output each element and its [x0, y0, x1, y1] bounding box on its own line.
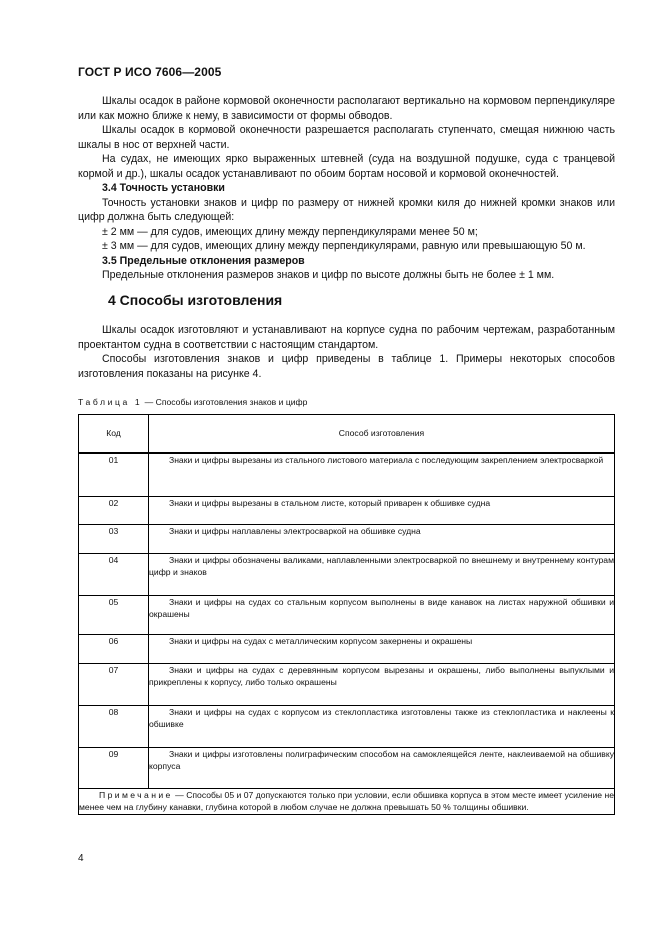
table-row: [79, 634, 615, 663]
row-code: 08: [79, 705, 149, 747]
row-code: 04: [79, 553, 149, 595]
table-row: [79, 747, 615, 788]
table-row: [79, 524, 615, 553]
paragraph: Шкалы осадок изготовляют и устанавливают на корпусе судна по рабочим чертежам, разработанным проектантом судна в соответствии с настоящим стандартом.: [78, 324, 615, 351]
paragraph: Способы изготовления знаков и цифр приведены в таблице 1. Примеры некоторых способов изготовления показаны на рисунке 4.: [78, 353, 615, 380]
table-caption: [78, 397, 307, 407]
row-method: Знаки и цифры изготовлены полиграфическим способом на самоклеящейся ленте, наклеиваемой на обшивку корпуса: [149, 747, 615, 788]
intro-block: [78, 94, 615, 283]
section-4-block: [78, 323, 615, 381]
row-method: Знаки и цифры вырезаны из стального листового материала с последующим закреплением электросваркой: [149, 453, 615, 496]
page-number: 4: [78, 853, 84, 864]
note-label: Примечание: [99, 789, 173, 800]
paragraph: На судах, не имеющих ярко выраженных штевней (суда на воздушной подушке, суда с транцевой кормой и др.), шкалы осадок устанавливают по обоим бортам носовой и кормовой оконечностей.: [78, 153, 615, 180]
row-code: 01: [79, 453, 149, 496]
paragraph: Точность установки знаков и цифр по размеру от нижней кромки киля до нижней кромки знаков или цифр должна быть следующей:: [78, 196, 615, 223]
section-3-5-heading: 3.5 Предельные отклонения размеров: [102, 254, 305, 267]
tolerance-item: ± 2 мм — для судов, имеющих длину между перпендикулярами менее 50 м;: [102, 225, 478, 238]
column-header-code: Код: [79, 415, 149, 454]
table-row: [79, 496, 615, 524]
table-caption-text: — Способы изготовления знаков и цифр: [142, 397, 308, 407]
row-code: 07: [79, 663, 149, 705]
column-header-method: Способ изготовления: [149, 415, 615, 454]
table-row: [79, 553, 615, 595]
methods-table: [78, 414, 615, 815]
paragraph: Шкалы осадок в районе кормовой оконечности располагают вертикально на кормовом перпендикуляре или как можно ближе к нему, в зависимости от формы обводов.: [78, 95, 615, 122]
section-4-heading: 4 Способы изготовления: [108, 292, 283, 308]
row-method: Знаки и цифры наплавлены электросваркой на обшивке судна: [149, 524, 615, 553]
row-method: Знаки и цифры на судах с деревянным корпусом вырезаны и окрашены, либо выполнены выпуклыми и прикреплены к корпусу, либо только окрашены: [149, 663, 615, 705]
table-caption-label: Таблица 1: [78, 397, 143, 407]
row-method: Знаки и цифры вырезаны в стальном листе, который приварен к обшивке судна: [149, 496, 615, 524]
row-method: Знаки и цифры обозначены валиками, наплавленными электросваркой по внешнему и внутреннему контурам цифр и знаков: [149, 553, 615, 595]
table-row: [79, 595, 615, 634]
table-header-row: [79, 415, 615, 454]
tolerance-item: ± 3 мм — для судов, имеющих длину между перпендикулярами, равную или превышающую 50 м.: [102, 240, 586, 252]
row-method: Знаки и цифры на судах с корпусом из стеклопластика изготовлены также из стеклопластика и наклеены к обшивке: [149, 705, 615, 747]
row-code: 03: [79, 524, 149, 553]
row-code: 05: [79, 595, 149, 634]
row-method: Знаки и цифры на судах с металлическим корпусом закернены и окрашены: [149, 634, 615, 663]
row-code: 06: [79, 634, 149, 663]
table-row: [79, 453, 615, 496]
section-3-4-heading: 3.4 Точность установки: [102, 182, 225, 194]
table-row: [79, 663, 615, 705]
paragraph: Предельные отклонения размеров знаков и цифр по высоте должны быть не более ± 1 мм.: [102, 269, 555, 281]
paragraph: Шкалы осадок в кормовой оконечности разрешается располагать ступенчато, смещая нижнюю часть шкалы в нос от верхней части.: [78, 124, 615, 151]
row-method: Знаки и цифры на судах со стальным корпусом выполнены в виде канавок на листах наружной обшивки и окрашены: [149, 595, 615, 634]
table-row: [79, 705, 615, 747]
note-text: — Способы 05 и 07 допускаются только при условии, если обшивка корпуса в этом месте имеет усиление не менее чем на глубину канавки, глубина которой в любом случае не должна превышать 50 % толщины обшивки.: [79, 789, 614, 812]
table-note: [79, 788, 615, 814]
row-code: 09: [79, 747, 149, 788]
page-header: ГОСТ Р ИСО 7606—2005: [78, 65, 222, 79]
table-note-row: [79, 788, 615, 814]
row-code: 02: [79, 496, 149, 524]
